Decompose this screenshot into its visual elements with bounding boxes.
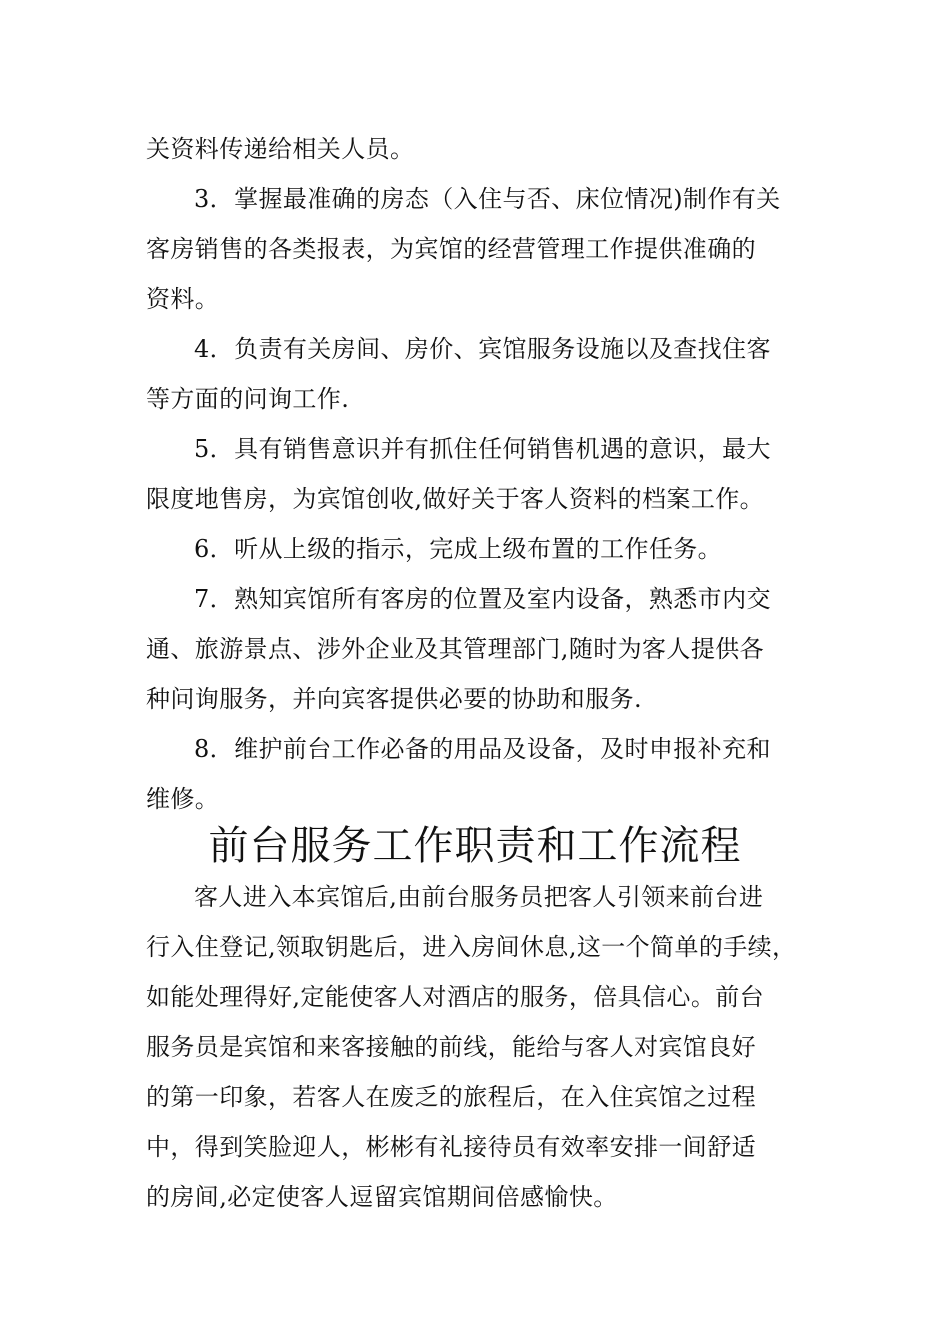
text-line: 关资料传递给相关人员。 [146, 135, 415, 163]
text-line-item-3: 3．掌握最准确的房态（入住与否、床位情况)制作有关 [194, 185, 781, 213]
text-line: 通、旅游景点、涉外企业及其管理部门,随时为客人提供各 [146, 635, 765, 663]
text-line: 等方面的问询工作. [146, 385, 350, 413]
section-heading: 前台服务工作职责和工作流程 [208, 823, 742, 869]
text-line: 行入住登记,领取钥匙后，进入房间休息,这一个简单的手续， [146, 933, 797, 961]
text-line-item-8: 8．维护前台工作必备的用品及设备，及时申报补充和 [194, 735, 771, 763]
text-line-item-5: 5．具有销售意识并有抓住任何销售机遇的意识，最大 [194, 435, 771, 463]
text-line: 如能处理得好,定能使客人对酒店的服务，倍具信心。前台 [146, 983, 765, 1011]
text-line: 限度地售房，为宾馆创收,做好关于客人资料的档案工作。 [146, 485, 765, 513]
text-line: 中，得到笑脸迎人，彬彬有礼接待员有效率安排一间舒适 [146, 1133, 756, 1161]
text-line: 种问询服务，并向宾客提供必要的协助和服务. [146, 685, 643, 713]
text-line: 资料。 [146, 285, 220, 313]
text-line-item-4: 4．负责有关房间、房价、宾馆服务设施以及查找住客 [194, 335, 771, 363]
text-line: 维修。 [146, 785, 220, 813]
text-line: 的第一印象，若客人在废乏的旅程后，在入住宾馆之过程 [146, 1083, 756, 1111]
text-line-item-7: 7．熟知宾馆所有客房的位置及室内设备，熟悉市内交 [194, 585, 771, 613]
text-line-item-6: 6．听从上级的指示，完成上级布置的工作任务。 [194, 535, 723, 563]
text-line: 服务员是宾馆和来客接触的前线，能给与客人对宾馆良好 [146, 1033, 756, 1061]
text-line: 的房间,必定使客人逗留宾馆期间倍感愉快。 [146, 1183, 618, 1211]
text-line: 客人进入本宾馆后,由前台服务员把客人引领来前台进 [194, 883, 764, 911]
text-line: 客房销售的各类报表，为宾馆的经营管理工作提供准确的 [146, 235, 756, 263]
